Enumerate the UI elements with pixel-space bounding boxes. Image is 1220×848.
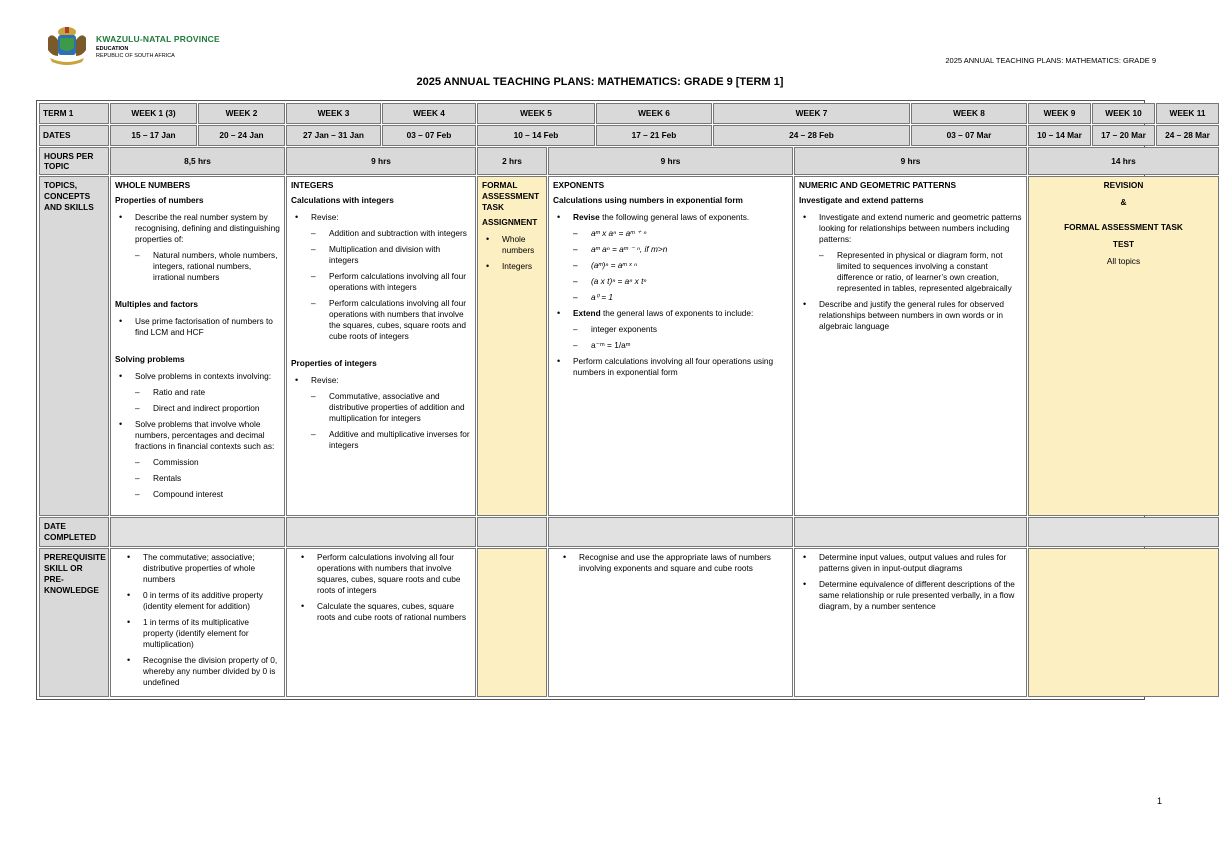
date-completed-cell[interactable]	[286, 517, 476, 547]
page-title: 2025 ANNUAL TEACHING PLANS: MATHEMATICS: GRADE 9 [TERM 1]	[416, 76, 784, 88]
prereq-patterns	[794, 548, 1027, 697]
list-item: • Revise: – Addition and subtraction with integers – Multiplication and division with integers – Perform calculations involving all four operations with integers – Perform calculations involving all four operations with numbers that involve the squares, cubes, square roots and cube roots of integers	[291, 212, 471, 342]
week-8: WEEK 8	[911, 103, 1027, 124]
date-week-5: 10 – 14 Feb	[477, 125, 595, 146]
logo-province-text: KWAZULU-NATAL PROVINCE	[96, 34, 220, 44]
list-item: • Calculate the squares, cubes, square roots and cube roots of rational numbers	[297, 601, 471, 623]
list-item: – Multiplication and division with integers	[291, 244, 471, 266]
topic-formal-task	[477, 176, 547, 516]
list-item: • 0 in terms of its additive property (identity element for addition)	[123, 590, 280, 612]
list-item: • Integers	[482, 261, 542, 272]
date-week-6: 17 – 21 Feb	[596, 125, 712, 146]
list-item: • Determine equivalence of different descriptions of the same relationship or rule presented verbally, in a flow diagram, by a number sentence	[799, 579, 1022, 612]
page-number: 1	[1156, 796, 1162, 806]
integers-title: INTEGERS	[291, 180, 334, 190]
topic-integers	[286, 176, 476, 516]
running-header: 2025 ANNUAL TEACHING PLANS: MATHEMATICS: GRADE 9	[945, 56, 1156, 65]
list-item: – Additive and multiplicative inverses for integers	[291, 429, 471, 451]
list-item: • Recognise the division property of 0, whereby any number divided by 0 is undefined	[123, 655, 280, 688]
exponents-sub: Calculations using numbers in exponential form	[553, 195, 743, 205]
prereq-formal-task	[477, 548, 547, 697]
hours-integers: 9 hrs	[286, 147, 476, 175]
exponents-title: EXPONENTS	[553, 180, 605, 190]
date-completed-cell[interactable]	[548, 517, 793, 547]
solving-problems-heading: Solving problems	[115, 354, 185, 364]
topic-whole-numbers	[110, 176, 285, 516]
coat-of-arms-icon	[44, 24, 90, 66]
revision-heading: REVISION	[1103, 180, 1144, 190]
revision-ampersand: &	[1120, 197, 1127, 207]
topic-exponents	[548, 176, 793, 516]
hours-exponents: 9 hrs	[548, 147, 793, 175]
hours-whole-numbers: 8,5 hrs	[110, 147, 285, 175]
week-10: WEEK 10	[1092, 103, 1155, 124]
week-9: WEEK 9	[1028, 103, 1091, 124]
whole-numbers-sub: Properties of numbers	[115, 195, 204, 205]
list-item: • Describe and justify the general rules for observed relationships between numbers in own words or in algebraic language	[799, 299, 1022, 332]
list-item: – integer exponents	[553, 324, 788, 335]
list-item: – (aᵐ)ⁿ = aᵐ ˣ ⁿ	[553, 260, 788, 271]
week-1: WEEK 1 (3)	[110, 103, 197, 124]
list-item: • Revise: – Commutative, associative and distributive properties of addition and multiplication for integers – Additive and multiplicative inverses for integers	[291, 375, 471, 451]
week-7: WEEK 7	[713, 103, 910, 124]
week-4: WEEK 4	[382, 103, 476, 124]
list-item: • Recognise and use the appropriate laws of numbers involving exponents and square and cube roots	[559, 552, 788, 574]
date-completed-cell[interactable]	[794, 517, 1027, 547]
list-item: – Represented in physical or diagram form, not limited to sequences involving a constant difference or ratio, of learner’s own creation, represented in tables, represented algebraically	[799, 250, 1022, 294]
date-week-2: 20 – 24 Jan	[198, 125, 285, 146]
list-item: • Perform calculations involving all four operations with numbers that involve squares, cubes, square roots and cube roots of integers	[297, 552, 471, 596]
week-2: WEEK 2	[198, 103, 285, 124]
list-item: – Compound interest	[115, 489, 280, 500]
list-item: • Extend the general laws of exponents to include: – integer exponents – a⁻ᵐ = 1/aᵐ	[553, 308, 788, 351]
list-item: – Natural numbers, whole numbers, integers, rational numbers, irrational numbers	[115, 250, 280, 283]
logo-country-text: REPUBLIC OF SOUTH AFRICA	[96, 53, 175, 59]
week-5: WEEK 5	[477, 103, 595, 124]
date-completed-label: DATE COMPLETED	[39, 517, 109, 547]
date-completed-cell[interactable]	[477, 517, 547, 547]
date-week-10: 17 – 20 Mar	[1092, 125, 1155, 146]
list-item: – (a x t)ⁿ = aⁿ x tⁿ	[553, 276, 788, 287]
dates-label: DATES	[39, 125, 109, 146]
hours-revision: 14 hrs	[1028, 147, 1219, 175]
list-item: – a⁻ᵐ = 1/aᵐ	[553, 340, 788, 351]
revision-test: TEST	[1112, 239, 1135, 249]
week-3: WEEK 3	[286, 103, 381, 124]
date-week-3: 27 Jan – 31 Jan	[286, 125, 381, 146]
revision-all-topics: All topics	[1106, 256, 1141, 266]
integers-sub: Calculations with integers	[291, 195, 394, 205]
list-item: • Determine input values, output values and rules for patterns given in input-output diagrams	[799, 552, 1022, 574]
list-item: • 1 in terms of its multiplicative property (identify element for multiplication)	[123, 617, 280, 650]
date-week-1: 15 – 17 Jan	[110, 125, 197, 146]
topic-revision	[1028, 176, 1219, 516]
hours-label: HOURS PER TOPIC	[39, 147, 109, 175]
week-row	[39, 103, 1219, 124]
multiples-factors-heading: Multiples and factors	[115, 299, 198, 309]
list-item: • Solve problems in contexts involving: – Ratio and rate – Direct and indirect proportion	[115, 371, 280, 414]
prereq-whole-numbers	[110, 548, 285, 697]
list-item: • Solve problems that involve whole numbers, percentages and decimal fractions in financial contexts such as: – Commission – Rentals – Compound interest	[115, 419, 280, 500]
list-item: • Investigate and extend numeric and geometric patterns looking for relationships between numbers including patterns: – Represented in physical or diagram form, not limited to sequences involving a constant difference or ratio, of learner’s own creation, represented in tables, represented algebraically	[799, 212, 1022, 294]
week-6: WEEK 6	[596, 103, 712, 124]
prerequisite-label: PREREQUISITE SKILL OR PRE-KNOWLEDGE	[39, 548, 109, 697]
list-item: • Use prime factorisation of numbers to find LCM and HCF	[115, 316, 280, 338]
date-week-9: 10 – 14 Mar	[1028, 125, 1091, 146]
date-week-8: 03 – 07 Mar	[911, 125, 1027, 146]
logo-department-text: EDUCATION	[96, 46, 129, 52]
date-week-11: 24 – 28 Mar	[1156, 125, 1219, 146]
list-item: – Addition and subtraction with integers	[291, 228, 471, 239]
week-11: WEEK 11	[1156, 103, 1219, 124]
properties-integers-heading: Properties of integers	[291, 358, 377, 368]
hours-formal-task: 2 hrs	[477, 147, 547, 175]
kzn-logo	[44, 24, 234, 66]
patterns-title: NUMERIC AND GEOMETRIC PATTERNS	[799, 180, 957, 190]
topics-row	[39, 176, 1219, 516]
list-item: • Perform calculations involving all four operations using numbers in exponential form	[553, 356, 788, 378]
list-item: – Ratio and rate	[115, 387, 280, 398]
list-item: – Rentals	[115, 473, 280, 484]
date-completed-cell[interactable]	[110, 517, 285, 547]
list-item: – Direct and indirect proportion	[115, 403, 280, 414]
term-label: TERM 1	[39, 103, 109, 124]
list-item: – Perform calculations involving all four operations with numbers that involve the squares, cubes, square roots and cube roots of integers	[291, 298, 471, 342]
prereq-integers	[286, 548, 476, 697]
topics-label: TOPICS, CONCEPTS AND SKILLS	[39, 176, 109, 516]
patterns-sub: Investigate and extend patterns	[799, 195, 924, 205]
list-item: – aᵐ x aⁿ = aᵐ ⁺ ⁿ	[553, 228, 788, 239]
date-completed-row	[39, 517, 1219, 547]
prereq-revision	[1028, 548, 1219, 697]
dates-row	[39, 125, 1219, 146]
list-item: • Whole numbers	[482, 234, 542, 256]
list-item: – Commission	[115, 457, 280, 468]
list-item: – Perform calculations involving all four operations with integers	[291, 271, 471, 293]
hours-patterns: 9 hrs	[794, 147, 1027, 175]
date-week-4: 03 – 07 Feb	[382, 125, 476, 146]
hours-row	[39, 147, 1219, 175]
prereq-exponents	[548, 548, 793, 697]
formal-task-sub: ASSIGNMENT	[482, 217, 538, 227]
list-item: – aᵐ aⁿ = aᵐ ⁻ ⁿ, if m>n	[553, 244, 788, 255]
teaching-plan-table	[36, 100, 1210, 700]
list-item: • Revise the following general laws of exponents. – aᵐ x aⁿ = aᵐ ⁺ ⁿ – aᵐ aⁿ = aᵐ ⁻ ⁿ, if m>n – (aᵐ)ⁿ = aᵐ ˣ ⁿ – (a x t)ⁿ = aⁿ x tⁿ – a⁰ = 1	[553, 212, 788, 303]
date-week-7: 24 – 28 Feb	[713, 125, 910, 146]
whole-numbers-title: WHOLE NUMBERS	[115, 180, 191, 190]
list-item: • Describe the real number system by recognising, defining and distinguishing properties of: – Natural numbers, whole numbers, integers, rational numbers, irrational numbers	[115, 212, 280, 283]
list-item: – a⁰ = 1	[553, 292, 788, 303]
revision-formal-task: FORMAL ASSESSMENT TASK	[1064, 222, 1183, 232]
date-completed-cell[interactable]	[1028, 517, 1219, 547]
topic-patterns	[794, 176, 1027, 516]
formal-task-title: FORMAL ASSESSMENT TASK	[482, 180, 540, 212]
list-item: – Commutative, associative and distributive properties of addition and multiplication for integers	[291, 391, 471, 424]
list-item: • The commutative; associative; distributive properties of whole numbers	[123, 552, 280, 585]
prerequisite-row	[39, 548, 1219, 697]
